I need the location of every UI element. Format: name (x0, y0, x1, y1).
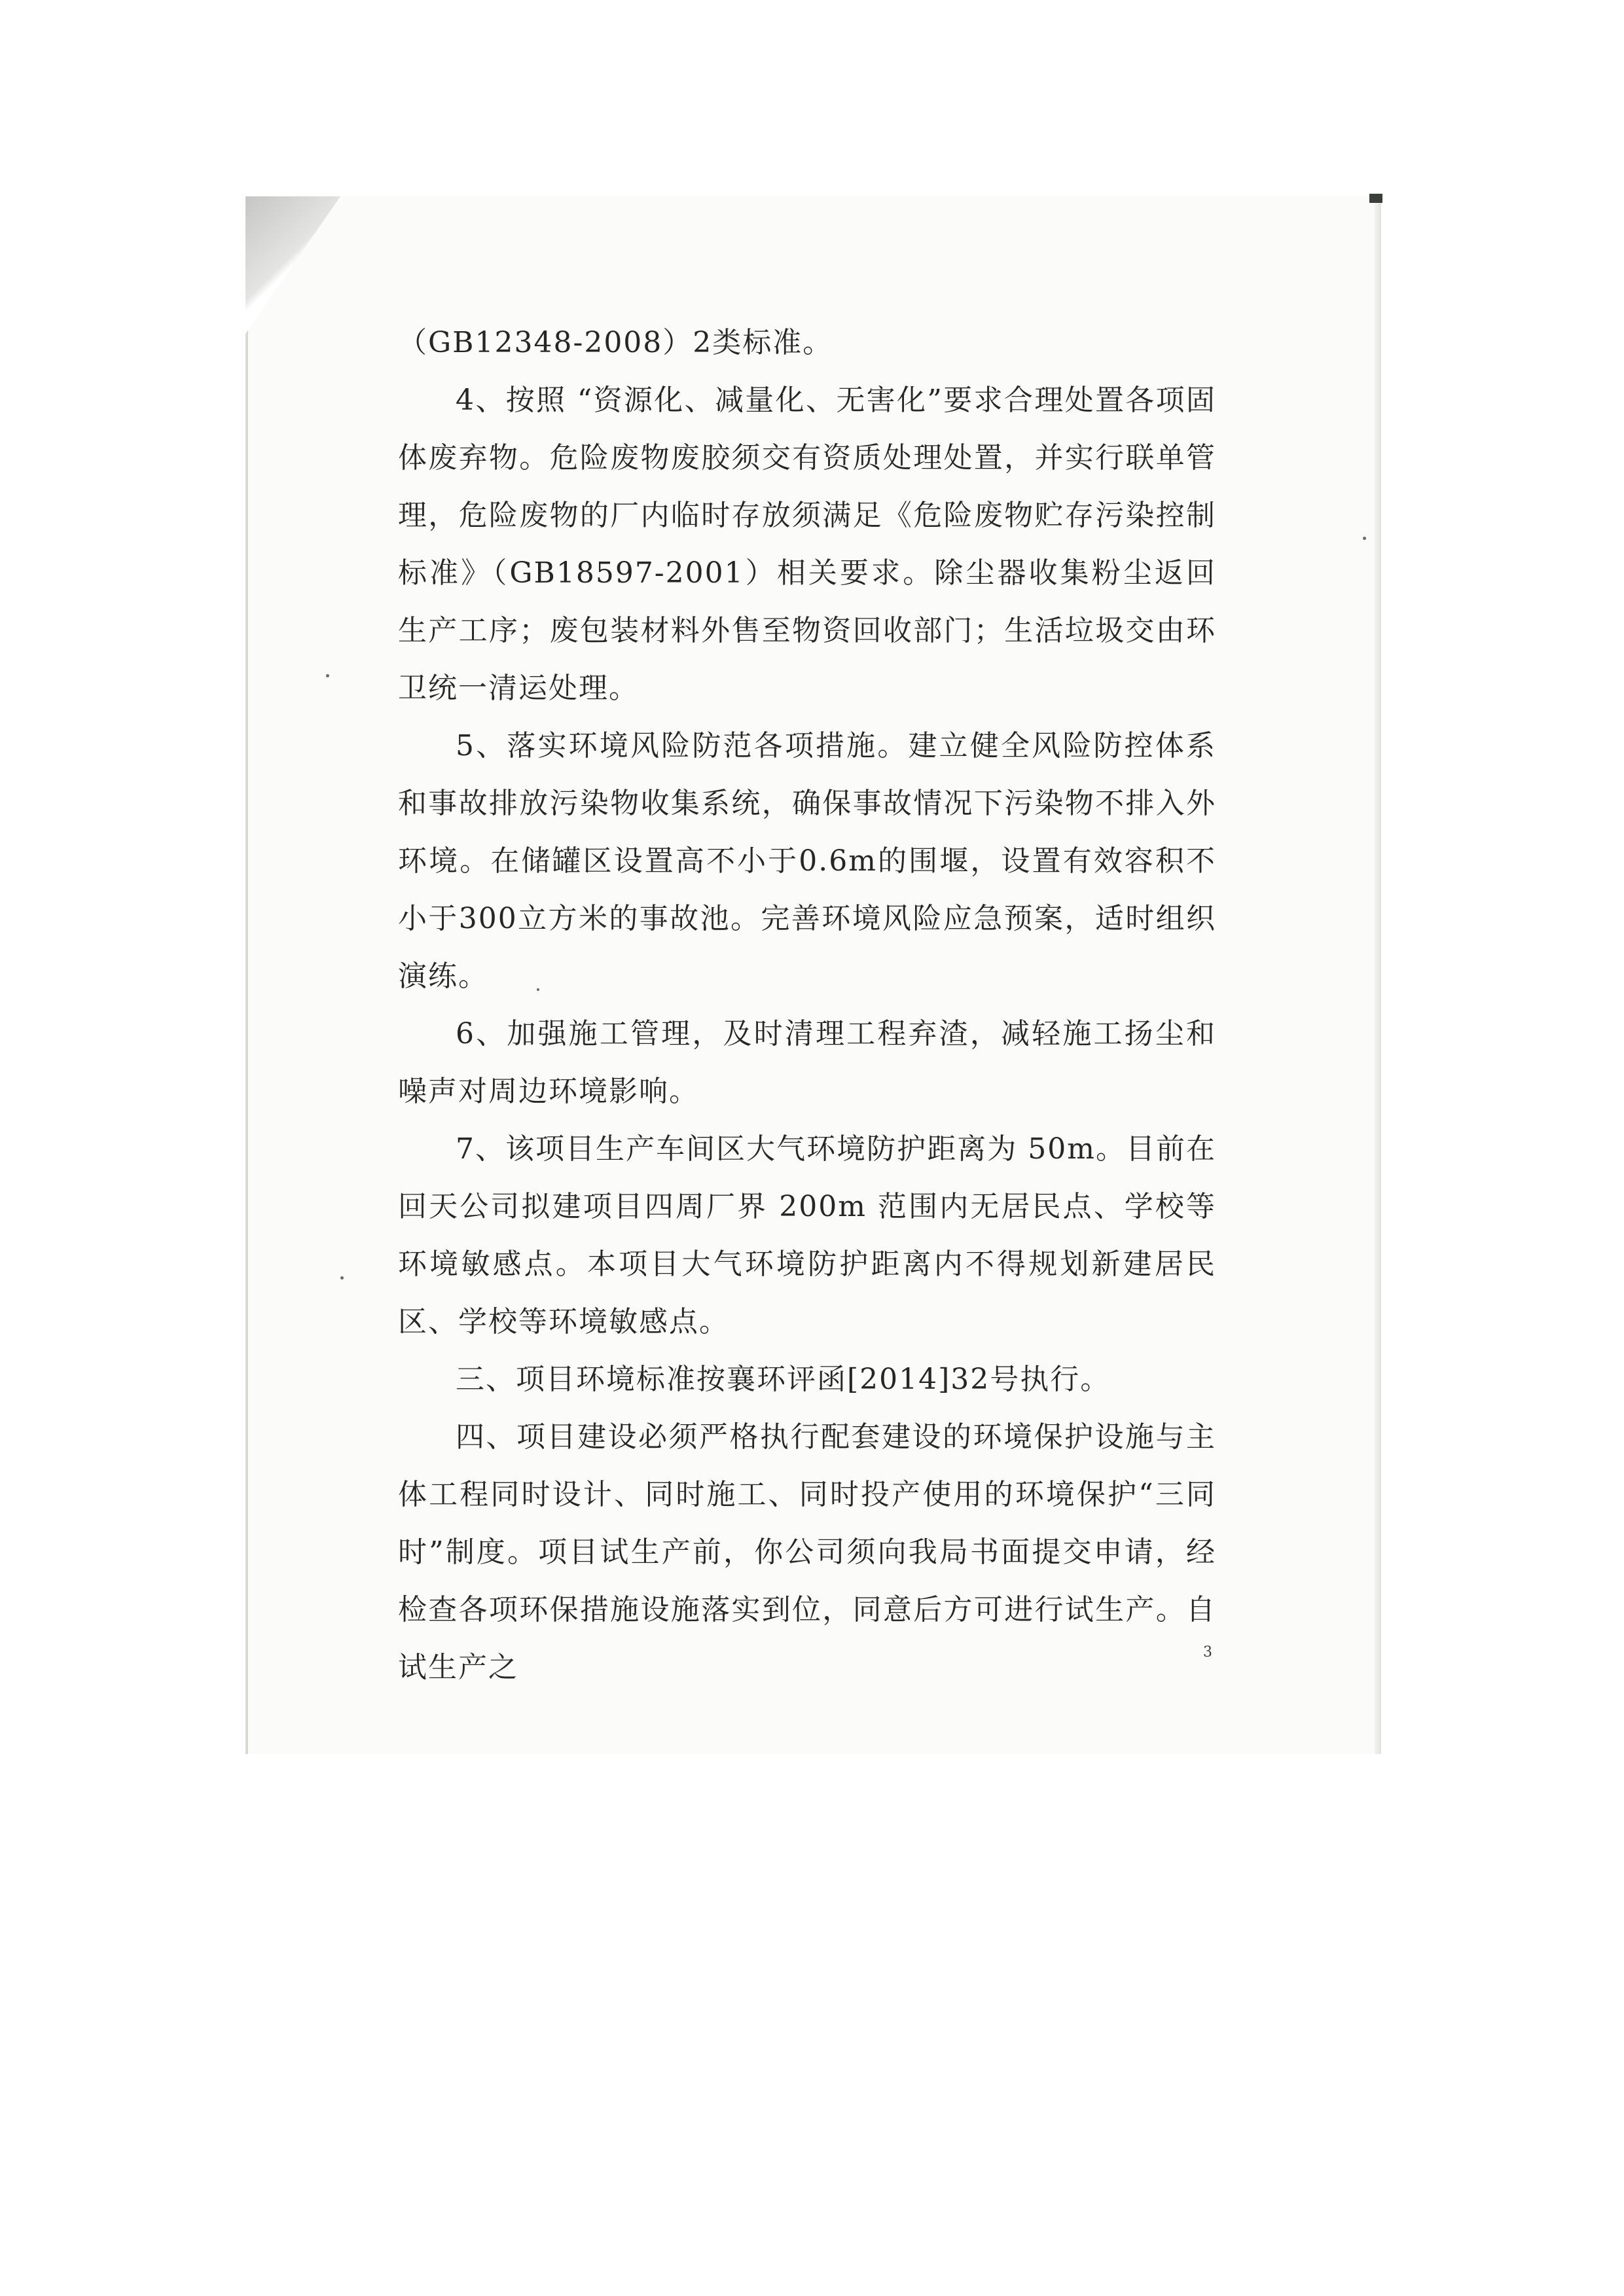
scan-speck (1363, 537, 1366, 540)
scan-speck (340, 1276, 344, 1280)
scan-speck (326, 674, 329, 677)
paragraph-item-4-solid-waste: 4、按照 “资源化、减量化、无害化”要求合理处置各项固体废弃物。危险废物废胶须交有资质处理处置，并实行联单管理，危险废物的厂内临时存放须满足《危险废物贮存污染控制标准》（GB18597-2001）相关要求。除尘器收集粉尘返回生产工序；废包装材料外售至物资回收部门；生活垃圾交由环卫统一清运处理。 (398, 384, 1216, 705)
paragraph-section-4-three-simultaneous: 四、项目建设必须严格执行配套建设的环境保护设施与主体工程同时设计、同时施工、同时投产使用的环境保护“三同时”制度。项目试生产前，你公司须向我局书面提交申请，经检查各项环保措施设施落实到位，同意后方可进行试生产。自试生产之 (398, 1420, 1216, 1684)
scan-corner-mark (1369, 194, 1382, 203)
paragraph-standard-continuation: （GB12348-2008）2类标准。 (398, 326, 833, 359)
page-number: 3 (1203, 1644, 1212, 1660)
page-left-edge (245, 196, 248, 1754)
paragraph-item-5-environmental-risk: 5、落实环境风险防范各项措施。建立健全风险防控体系和事故排放污染物收集系统，确保事故情况下污染物不排入外环境。在储罐区设置高不小于0.6m的围堰，设置有效容积不小于300立方米的事故池。完善环境风险应急预案，适时组织演练。 (398, 729, 1216, 993)
paragraph-section-3-standards: 三、项目环境标准按襄环评函[2014]32号执行。 (456, 1363, 1111, 1396)
page-right-edge (1375, 196, 1381, 1754)
paragraph-item-7-protection-distance: 7、该项目生产车间区大气环境防护距离为 50m。目前在回天公司拟建项目四周厂界 200m 范围内无居民点、学校等环境敏感点。本项目大气环境防护距离内不得规划新建居民区、学校等环境敏感点。 (398, 1132, 1216, 1338)
document-body (398, 314, 1216, 1696)
paragraph-item-6-construction: 6、加强施工管理，及时清理工程弃渣，减轻施工扬尘和噪声对周边环境影响。 (398, 1017, 1216, 1108)
